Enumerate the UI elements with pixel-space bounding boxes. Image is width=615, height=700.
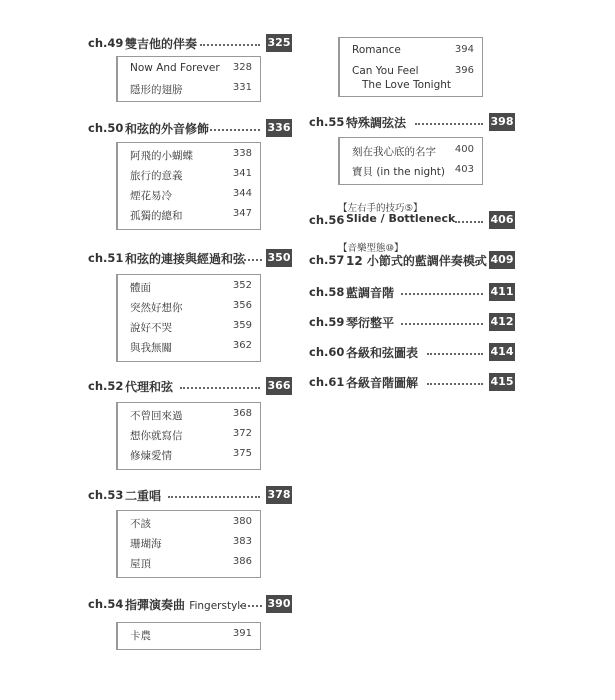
chapter-title: 12 小節式的藍調伴奏模式	[346, 254, 487, 268]
chapter-page-badge: 378	[266, 486, 292, 504]
chapter-title-zh: 指彈演奏曲	[125, 598, 186, 612]
song-title: 說好不哭	[130, 322, 172, 334]
song-page: 396	[454, 65, 474, 76]
chapter-number: ch.60	[309, 345, 345, 359]
chapter-page-badge: 415	[489, 373, 515, 391]
song-title: 想你就寫信	[130, 430, 183, 442]
song-title: Can You Feel	[352, 65, 419, 77]
chapter-53[interactable]	[88, 486, 292, 506]
song-page: 375	[232, 448, 252, 459]
song-item[interactable]	[118, 165, 260, 185]
leader-dots	[401, 293, 483, 295]
chapter-52[interactable]	[88, 377, 292, 397]
song-list	[116, 56, 261, 102]
chapter-title: Slide / Bottleneck	[346, 212, 456, 225]
chapter-page-badge: 412	[489, 313, 515, 331]
chapter-page-badge: 350	[266, 249, 292, 267]
song-list-continued	[338, 37, 483, 97]
song-item[interactable]	[340, 62, 482, 94]
chapter-title: 藍調音階	[346, 286, 395, 300]
song-page: 372	[232, 428, 252, 439]
song-item[interactable]	[118, 405, 260, 425]
chapter-number: ch.51	[88, 251, 124, 265]
song-title-line2: The Love Tonight	[362, 79, 452, 91]
chapter-number: ch.53	[88, 488, 124, 502]
chapter-57[interactable]	[309, 251, 515, 271]
leader-dots	[427, 353, 483, 355]
chapter-page-badge: 325	[266, 34, 292, 52]
song-page: 328	[232, 62, 252, 73]
song-page: 352	[232, 280, 252, 291]
chapter-page-badge: 409	[489, 251, 515, 269]
chapter-page-badge: 411	[489, 283, 515, 301]
song-page: 359	[232, 320, 252, 331]
chapter-54[interactable]	[88, 595, 292, 615]
song-title: 突然好想你	[130, 302, 183, 314]
song-title: 寶貝 (in the night)	[352, 166, 446, 178]
song-title: 屋頂	[130, 558, 151, 570]
song-page: 394	[454, 44, 474, 55]
song-item[interactable]	[118, 625, 260, 645]
song-item[interactable]	[118, 513, 260, 533]
chapter-number: ch.61	[309, 375, 345, 389]
leader-dots	[200, 44, 260, 46]
song-page: 368	[232, 408, 252, 419]
song-page: 403	[454, 164, 474, 175]
section-tag: 【音樂型態⑩】	[338, 243, 404, 254]
chapter-61[interactable]	[309, 373, 515, 393]
song-item[interactable]	[118, 205, 260, 225]
song-item[interactable]	[118, 337, 260, 357]
song-item[interactable]	[118, 145, 260, 165]
chapter-number: ch.52	[88, 379, 124, 393]
chapter-title: 琴衍整平	[346, 316, 395, 330]
song-list	[338, 137, 483, 185]
song-item[interactable]	[118, 277, 260, 297]
chapter-page-badge: 336	[266, 119, 292, 137]
song-title: 修煉愛情	[130, 450, 172, 462]
song-page: 338	[232, 148, 252, 159]
chapter-page-badge: 366	[266, 377, 292, 395]
song-title: 刻在我心底的名字	[352, 146, 436, 158]
song-page: 344	[232, 188, 252, 199]
song-page: 341	[232, 168, 252, 179]
leader-dots	[180, 387, 260, 389]
chapter-number: ch.49	[88, 36, 124, 50]
song-page: 391	[232, 628, 252, 639]
chapter-page-badge: 398	[489, 113, 515, 131]
song-item[interactable]	[118, 533, 260, 553]
leader-dots	[210, 129, 260, 131]
leader-dots	[455, 221, 483, 223]
song-list	[116, 274, 261, 362]
chapter-page-badge: 406	[489, 211, 515, 229]
chapter-title: 各級音階圖解	[346, 376, 419, 390]
leader-dots	[401, 323, 483, 325]
song-title: 不曾回來過	[130, 410, 183, 422]
chapter-title: 各級和弦圖表	[346, 346, 419, 360]
chapter-number: ch.56	[309, 213, 345, 227]
song-item[interactable]	[340, 141, 482, 161]
chapter-56[interactable]	[309, 211, 515, 231]
chapter-title: 代理和弦	[125, 380, 174, 394]
song-item[interactable]	[118, 553, 260, 573]
song-page: 362	[232, 340, 252, 351]
song-page: 383	[232, 536, 252, 547]
chapter-number: ch.57	[309, 253, 345, 267]
chapter-title	[125, 596, 247, 613]
leader-dots	[240, 605, 262, 607]
song-title: 旅行的意義	[130, 170, 183, 182]
chapter-58[interactable]	[309, 283, 515, 303]
leader-dots	[475, 261, 483, 263]
chapter-title: 和弦的外音修飾	[125, 122, 210, 136]
song-title: 不該	[130, 518, 151, 530]
song-page: 380	[232, 516, 252, 527]
song-title: 卡農	[130, 630, 151, 642]
song-item[interactable]	[118, 445, 260, 465]
chapter-page-badge: 390	[266, 595, 292, 613]
chapter-title: 和弦的連接與經過和弦	[125, 252, 246, 266]
song-list	[116, 142, 261, 230]
song-title: 阿飛的小蝴蝶	[130, 150, 193, 162]
song-item[interactable]	[340, 41, 482, 61]
song-item[interactable]	[118, 317, 260, 337]
chapter-51[interactable]	[88, 249, 292, 269]
chapter-59[interactable]	[309, 313, 515, 333]
chapter-50[interactable]	[88, 119, 292, 139]
chapter-49[interactable]	[88, 34, 292, 54]
song-item[interactable]	[118, 425, 260, 445]
song-item[interactable]	[118, 185, 260, 205]
chapter-number: ch.54	[88, 597, 124, 611]
chapter-55[interactable]	[309, 113, 515, 133]
song-title: 珊瑚海	[130, 538, 162, 550]
leader-dots	[240, 259, 262, 261]
song-title: 隱形的翅膀	[130, 84, 183, 96]
chapter-60[interactable]	[309, 343, 515, 363]
song-title: 孤獨的總和	[130, 210, 183, 222]
song-page: 386	[232, 556, 252, 567]
song-item[interactable]	[340, 161, 482, 181]
song-page: 400	[454, 144, 474, 155]
chapter-title: 特殊調弦法	[346, 116, 407, 130]
song-page: 356	[232, 300, 252, 311]
song-list	[116, 622, 261, 650]
song-list	[116, 510, 261, 578]
section-tag: 【左右手的技巧⑤】	[338, 203, 423, 214]
song-page: 347	[232, 208, 252, 219]
song-item[interactable]	[118, 59, 260, 79]
leader-dots	[168, 496, 260, 498]
song-page: 331	[232, 82, 252, 93]
leader-dots	[415, 123, 483, 125]
song-title: 體面	[130, 282, 151, 294]
chapter-title: 雙吉他的伴奏	[125, 37, 198, 51]
chapter-number: ch.55	[309, 115, 345, 129]
song-title: Now And Forever	[130, 62, 220, 74]
chapter-page-badge: 414	[489, 343, 515, 361]
song-title: 與我無關	[130, 342, 172, 354]
chapter-number: ch.58	[309, 285, 345, 299]
song-title: Romance	[352, 44, 401, 56]
song-list	[116, 402, 261, 470]
song-item[interactable]	[118, 297, 260, 317]
chapter-number: ch.59	[309, 315, 345, 329]
chapter-title: 二重唱	[125, 489, 162, 503]
chapter-title-en: Fingerstyle	[189, 600, 247, 612]
song-item[interactable]	[118, 79, 260, 99]
chapter-number: ch.50	[88, 121, 124, 135]
song-title: 煙花易冷	[130, 190, 172, 202]
leader-dots	[427, 383, 483, 385]
